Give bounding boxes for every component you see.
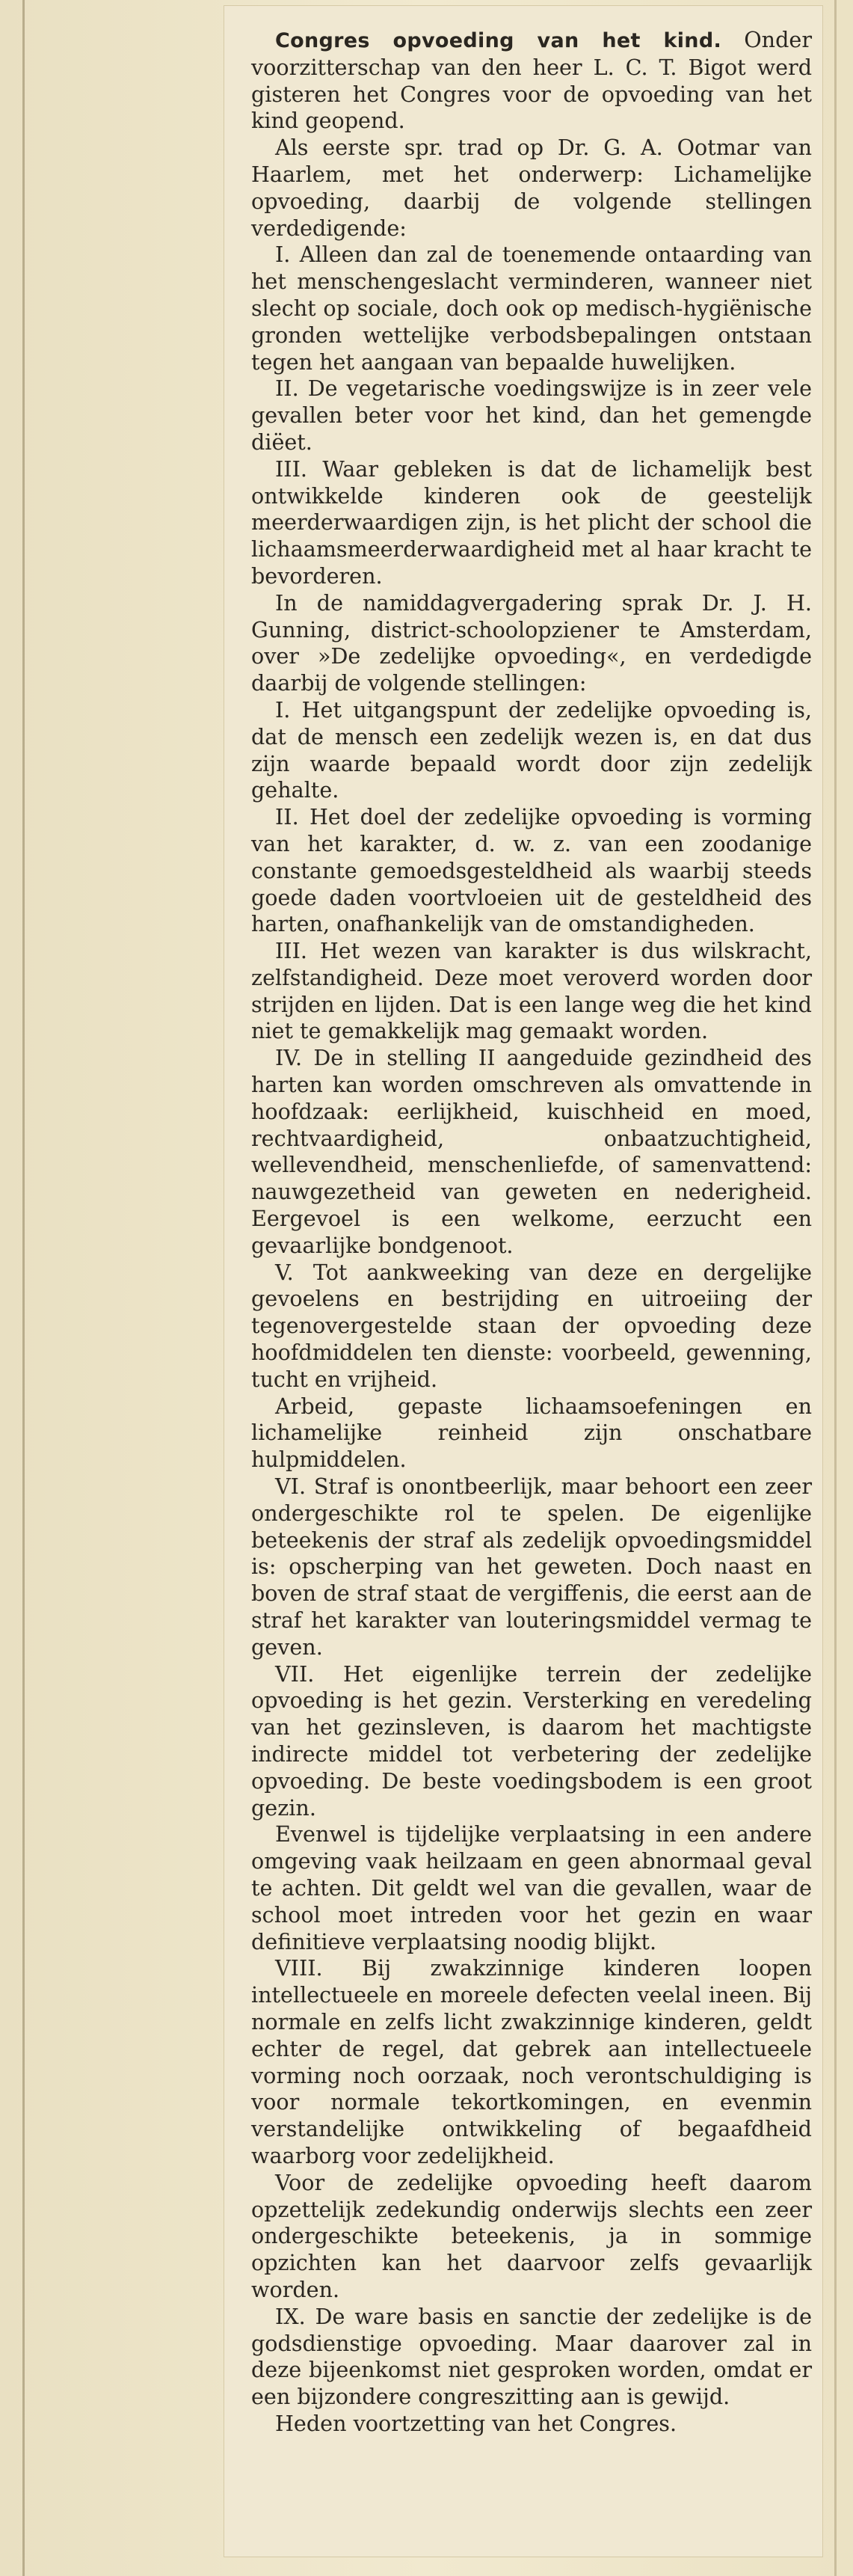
article-paragraph-11: Arbeid, gepaste lichaamsoefeningen en lichamelijke reinheid zijn onschatbare hulpmiddelen.: [251, 1393, 812, 1473]
article-paragraph-10: V. Tot aankweeking van deze en dergelijke gevoelens en bestrijding en uitroeiing der tegenovergestelde staan der opvoeding deze hoofdmiddelen ten dienste: voorbeeld, gewenning, tucht en vrijheid.: [251, 1259, 812, 1392]
article-paragraph-4: III. Waar gebleken is dat de lichamelijk best ontwikkelde kinderen ook de geestelijk meerderwaardigen zijn, is het plicht der school die lichaamsmeerderwaardigheid met al haar kracht te bevorderen.: [251, 456, 812, 589]
article-lead: Onder voorzitterschap van den heer L. C. T. Bigot werd gisteren het Congres voor de opvoeding van het kind geopend.: [251, 27, 812, 134]
article-column: [251, 27, 812, 2438]
mount-edge-left: [22, 0, 25, 2576]
article-paragraph-13: VII. Het eigenlijke terrein der zedelijke opvoeding is het gezin. Versterking en veredeling van het gezinsleven, is daarom het machtigste indirecte middel tot verbetering der zedelijke opvoeding. De beste voedingsbodem is een groot gezin.: [251, 1660, 812, 1821]
article-paragraph-1: Als eerste spr. trad op Dr. G. A. Ootmar van Haarlem, met het onderwerp: Lichamelijke opvoeding, daarbij de volgende stellingen verdedigende:: [251, 135, 812, 241]
article-paragraph-0: [251, 27, 812, 135]
article-paragraph-9: IV. De in stelling II aangeduide gezindheid des harten kan worden omschreven als omvattende in hoofdzaak: eerlijkheid, kuischheid en moed, rechtvaardigheid, onbaatzuchtigheid, wellevendheid, menschenliefde, of samenvattend: nauwgezetheid van geweten en nederigheid. Eergevoel is een welkome, eerzucht een gevaarlijke bondgenoot.: [251, 1045, 812, 1258]
article-paragraph-16: Voor de zedelijke opvoeding heeft daarom opzettelijk zedekundig onderwijs slechts een zeer ondergeschikte beteekenis, ja in sommige opzichten kan het daarvoor zelfs gevaarlijk worden.: [251, 2169, 812, 2302]
article-paragraph-18: Heden voortzetting van het Congres.: [275, 2410, 677, 2436]
article-paragraph-6: I. Het uitgangspunt der zedelijke opvoeding is, dat de mensch een zedelijk wezen is, en dat dus zijn waarde bepaald wordt door zijn zedelijk gehalte.: [251, 696, 812, 803]
article-paragraph-8: III. Het wezen van karakter is dus wilskracht, zelfstandigheid. Deze moet veroverd worden door strijden en lijden. Dat is een lange weg die het kind niet te gemakkelijk mag gemaakt worden.: [251, 938, 812, 1044]
article-paragraph-12: VI. Straf is onontbeerlijk, maar behoort een zeer ondergeschikte rol te spelen. De eigenlijke beteekenis der straf als zedelijk opvoedingsmiddel is: opscherping van het geweten. Doch naast en boven de straf staat de vergiffenis, die eerst aan de straf het karakter van louteringsmiddel vermag te geven.: [251, 1473, 812, 1660]
article-paragraph-17: IX. De ware basis en sanctie der zedelijke is de godsdienstige opvoeding. Maar daarover zal in deze bijeenkomst niet gesproken worden, omdat er een bijzondere congreszitting aan is gewijd.: [251, 2303, 812, 2410]
article-paragraph-5: In de namiddagvergadering sprak Dr. J. H. Gunning, district-schoolopziener te Amsterdam, over »De zedelijke opvoeding«, en verdedigde daarbij de volgende stellingen:: [251, 589, 812, 696]
article-paragraph-14: Evenwel is tijdelijke verplaatsing in een andere omgeving vaak heilzaam en geen abnormaal geval te achten. Dit geldt wel van die gevallen, waar de school moet intreden voor het gezin en waar definitieve verplaatsing noodig blijkt.: [251, 1821, 812, 1954]
article-paragraph-15: VIII. Bij zwakzinnige kinderen loopen intellectueele en moreele defecten veelal ineen. Bij normale en zelfs licht zwakzinnige kinderen, geldt echter de regel, dat gebrek aan intellectueele vorming noch oorzaak, noch verontschuldiging is voor normale tekortkomingen, en evenmin verstandelijke ontwikkeling of begaafdheid waarborg voor zedelijkheid.: [251, 1955, 812, 2168]
mount-edge-right: [834, 0, 837, 2576]
article-paragraph-3: II. De vegetarische voedingswijze is in zeer vele gevallen beter voor het kind, dan het gemengde diëet.: [251, 375, 812, 455]
article-title: Congres opvoeding van het kind.: [275, 29, 722, 52]
article-paragraph-2: I. Alleen dan zal de toenemende ontaarding van het menschengeslacht verminderen, wanneer niet slecht op sociale, doch ook op medisch-hygiënische gronden wettelijke verbodsbepalingen ontstaan tegen het aangaan van bepaalde huwelijken.: [251, 242, 812, 375]
newspaper-clipping: [224, 6, 822, 2557]
article-paragraph-7: II. Het doel der zedelijke opvoeding is vorming van het karakter, d. w. z. van een zoodanige constante gemoedsgesteldheid als waarbij steeds goede daden voortvloeien uit de gesteldheid des harten, onafhankelijk van de omstandigheden.: [251, 804, 812, 937]
